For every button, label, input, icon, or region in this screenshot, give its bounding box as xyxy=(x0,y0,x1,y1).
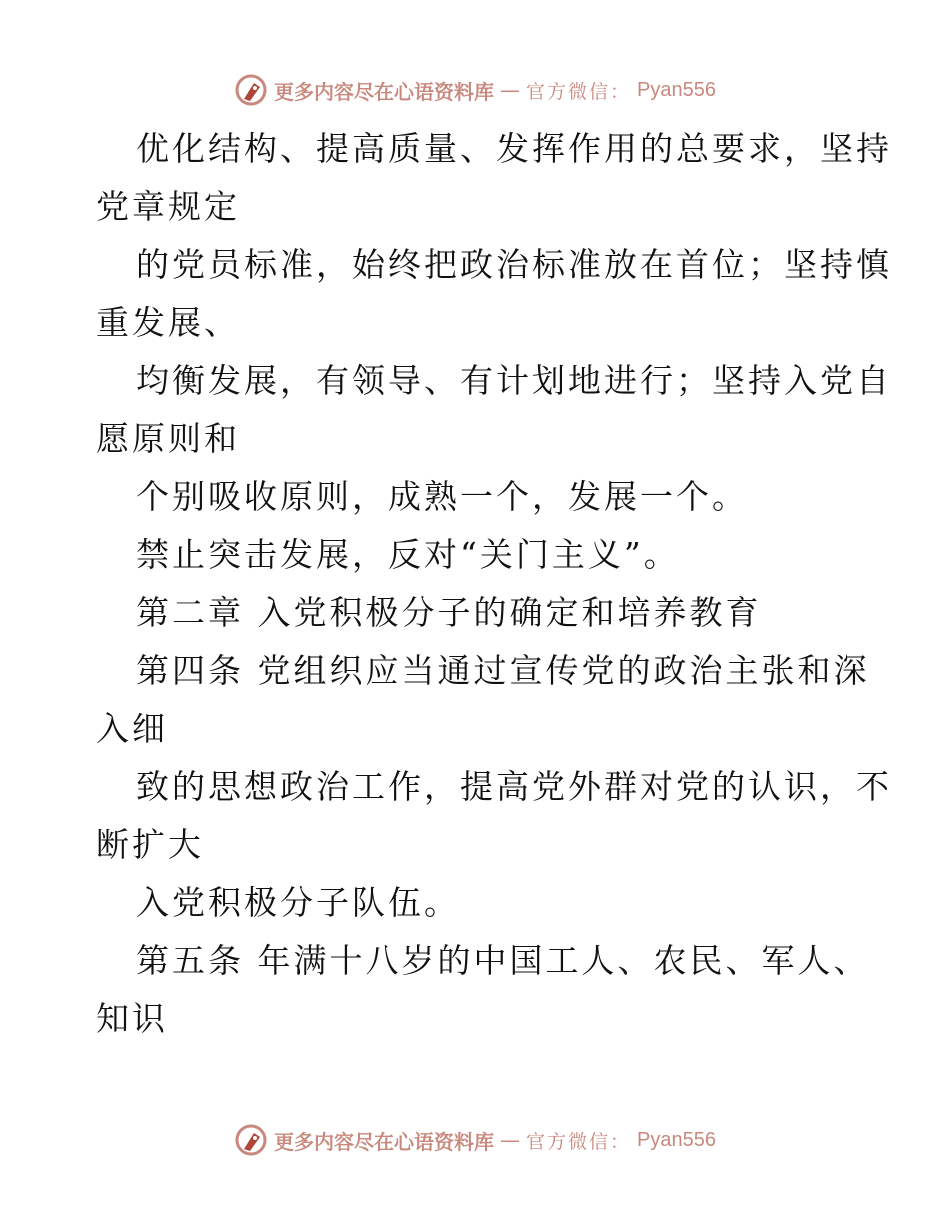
text-line: 入细 xyxy=(96,709,168,748)
watermark-dash: — xyxy=(500,1128,520,1152)
document-body xyxy=(96,120,892,1048)
text-line: 致的思想政治工作，提高党外群对党的认识，不 xyxy=(136,767,892,806)
pen-nib-logo-icon xyxy=(234,1123,268,1157)
header-watermark xyxy=(0,70,950,110)
article-line: 第四条 党组织应当通过宣传党的政治主张和深 xyxy=(136,651,870,690)
footer-watermark xyxy=(0,1120,950,1160)
watermark-wechat-id: Pyan556 xyxy=(637,1128,716,1151)
pen-nib-logo-icon xyxy=(234,73,268,107)
text-line: 愿原则和 xyxy=(96,419,240,458)
chapter-heading: 第二章 入党积极分子的确定和培养教育 xyxy=(136,593,762,632)
text-line: 重发展、 xyxy=(96,303,240,342)
text-line: 入党积极分子队伍。 xyxy=(136,883,460,922)
watermark-wechat-label: 官方微信： xyxy=(526,1130,632,1153)
text-line: 均衡发展，有领导、有计划地进行；坚持入党自 xyxy=(136,361,892,400)
text-line: 优化结构、提高质量、发挥作用的总要求，坚持 xyxy=(136,129,892,168)
text-line: 禁止突击发展，反对“关门主义”。 xyxy=(136,535,680,574)
text-line: 断扩大 xyxy=(96,825,204,864)
watermark-wechat-label: 官方微信： xyxy=(526,80,632,103)
text-line: 党章规定 xyxy=(96,187,240,226)
text-line: 的党员标准，始终把政治标准放在首位；坚持慎 xyxy=(136,245,892,284)
text-line: 个别吸收原则，成熟一个，发展一个。 xyxy=(136,477,748,516)
watermark-text: 更多内容尽在心语资料库 xyxy=(274,79,494,104)
watermark-wechat-id: Pyan556 xyxy=(637,78,716,101)
watermark-dash: — xyxy=(500,78,520,102)
watermark-text: 更多内容尽在心语资料库 xyxy=(274,1129,494,1154)
text-line: 知识 xyxy=(96,999,168,1038)
article-line: 第五条 年满十八岁的中国工人、农民、军人、 xyxy=(136,941,870,980)
